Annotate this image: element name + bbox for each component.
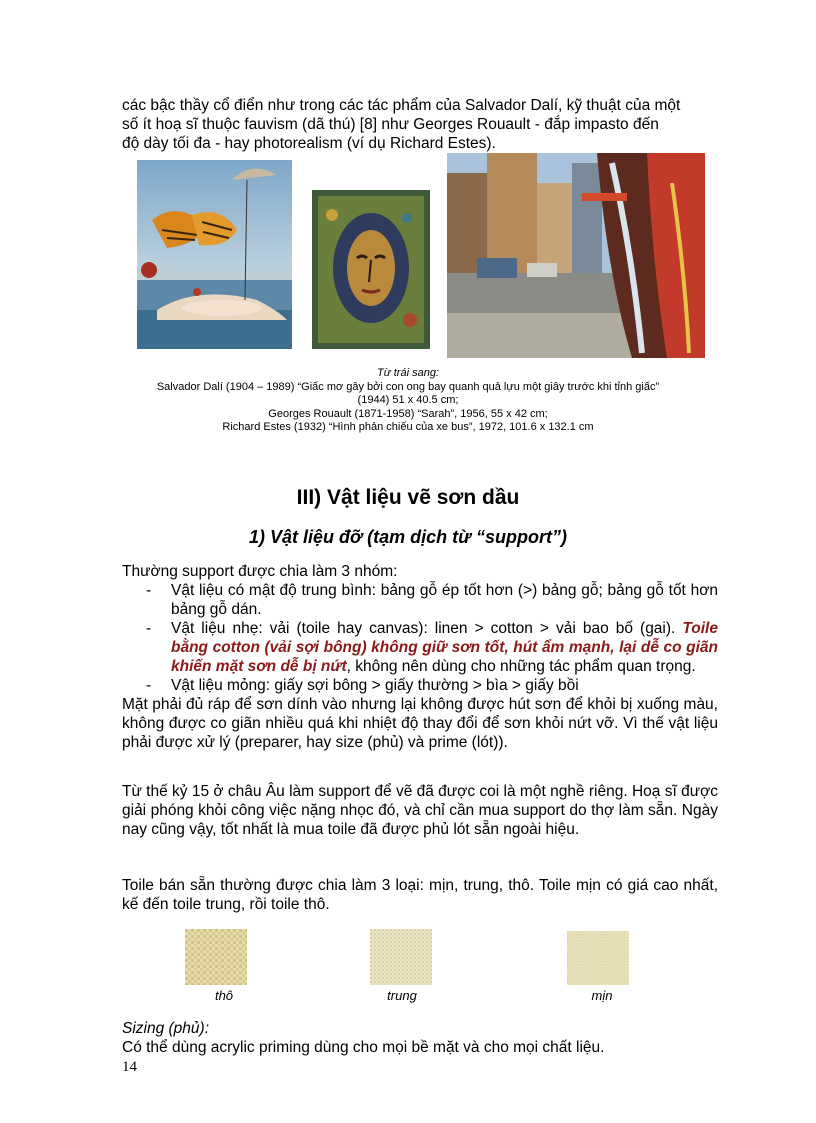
history-text: Từ thế kỷ 15 ở châu Âu làm support để vẽ đã được coi là một nghề riêng. Hoạ sĩ được giải phóng khỏi công việc nặng nhọc đó, và chỉ cần mua support do thợ làm sẵn. Ngày nay cũng vậy, tốt nhất là mua toile đã được phủ lót sẵn ngoài hiệu.: [122, 783, 718, 838]
coarse-canvas-swatch: [185, 929, 247, 985]
section-subtitle: 1) Vật liệu đỡ (tạm dịch từ “support”): [249, 527, 567, 547]
page-number: 14: [122, 1059, 137, 1075]
list-item: - Vật liệu mỏng: giấy sợi bông > giấy thường > bìa > giấy bồi: [122, 676, 718, 695]
sizing-section: [122, 1019, 718, 1057]
swatch-label-coarse: thô: [214, 988, 234, 1003]
paintings-figure: [137, 153, 707, 358]
support-intro: Thường support được chia làm 3 nhóm:: [122, 563, 398, 580]
dali-painting-image: [137, 160, 292, 349]
medium-canvas-swatch: [370, 929, 432, 985]
swatch-label-medium: trung: [387, 988, 417, 1003]
section-title: III) Vật liệu vẽ sơn dầu: [296, 486, 520, 509]
caption-line-1: Salvador Dalí (1904 – 1989) “Giấc mơ gây bởi con ong bay quanh quả lựu một giây trước khi tỉnh giấc”: [156, 380, 660, 393]
estes-painting-image: [447, 153, 705, 358]
caption-line-3: Georges Rouault (1871-1958) “Sarah”, 1956, 55 x 42 cm;: [268, 407, 548, 420]
toile-paragraph: [122, 876, 718, 914]
figure-caption: [110, 367, 706, 435]
caption-line-2: (1944) 51 x 40.5 cm;: [357, 394, 459, 406]
caption-line-4: Richard Estes (1932) “Hình phản chiếu của xe bus”, 1972, 101.6 x 132.1 cm: [222, 421, 594, 433]
support-section: [122, 562, 718, 752]
support-after: Mặt phải đủ ráp để sơn dính vào nhưng lại không được hút sơn để khỏi bị xuống màu, không được co giãn nhiều quá khi nhiệt độ thay đổi để sơn khỏi nứt vỡ. Vì thế vật liệu phải được xử lý (preparer, hay size (phủ) và prime (lót)).: [122, 696, 718, 751]
cotton-warning-text: Toile bằng cotton (vải sợi bông) không giữ sơn tốt, hút ẩm mạnh, lại dễ co giãn khiến mặt sơn dễ bị nứt: [171, 620, 718, 675]
intro-line-1: các bậc thầy cổ điển như trong các tác phẩm của Salvador Dalí, kỹ thuật của một: [122, 97, 681, 114]
list-item: - Vật liệu có mật độ trung bình: bảng gỗ ép tốt hơn (>) bảng gỗ; bảng gỗ tốt hơn bảng gỗ dán.: [122, 581, 718, 619]
list-item-text: Vật liệu nhẹ: vải (toile hay canvas): linen > cotton > vải bao bố (gai).: [171, 620, 683, 637]
rouault-painting-image: [312, 190, 430, 349]
fine-canvas-swatch: [567, 931, 629, 987]
sizing-heading: Sizing (phủ):: [122, 1020, 210, 1037]
intro-line-2: số ít hoạ sĩ thuộc fauvism (dã thú) [8] như Georges Rouault - đắp impasto đến: [122, 116, 659, 133]
intro-paragraph: [122, 96, 718, 153]
intro-line-3: độ dày tối đa - hay photorealism (ví dụ Richard Estes).: [122, 135, 496, 152]
list-item-text-rest: , không nên dùng cho những tác phẩm quan trọng.: [346, 658, 696, 675]
history-paragraph: [122, 782, 718, 839]
caption-lead: Từ trái sang:: [377, 367, 439, 379]
list-item: [122, 619, 718, 676]
toile-text: Toile bán sẵn thường được chia làm 3 loại: mịn, trung, thô. Toile mịn có giá cao nhất, kế đến toile trung, rồi toile thô.: [122, 877, 718, 913]
sizing-text: Có thể dùng acrylic priming dùng cho mọi bề mặt và cho mọi chất liệu.: [122, 1039, 605, 1056]
support-list: [122, 581, 718, 695]
swatch-label-fine: mịn: [591, 988, 613, 1003]
